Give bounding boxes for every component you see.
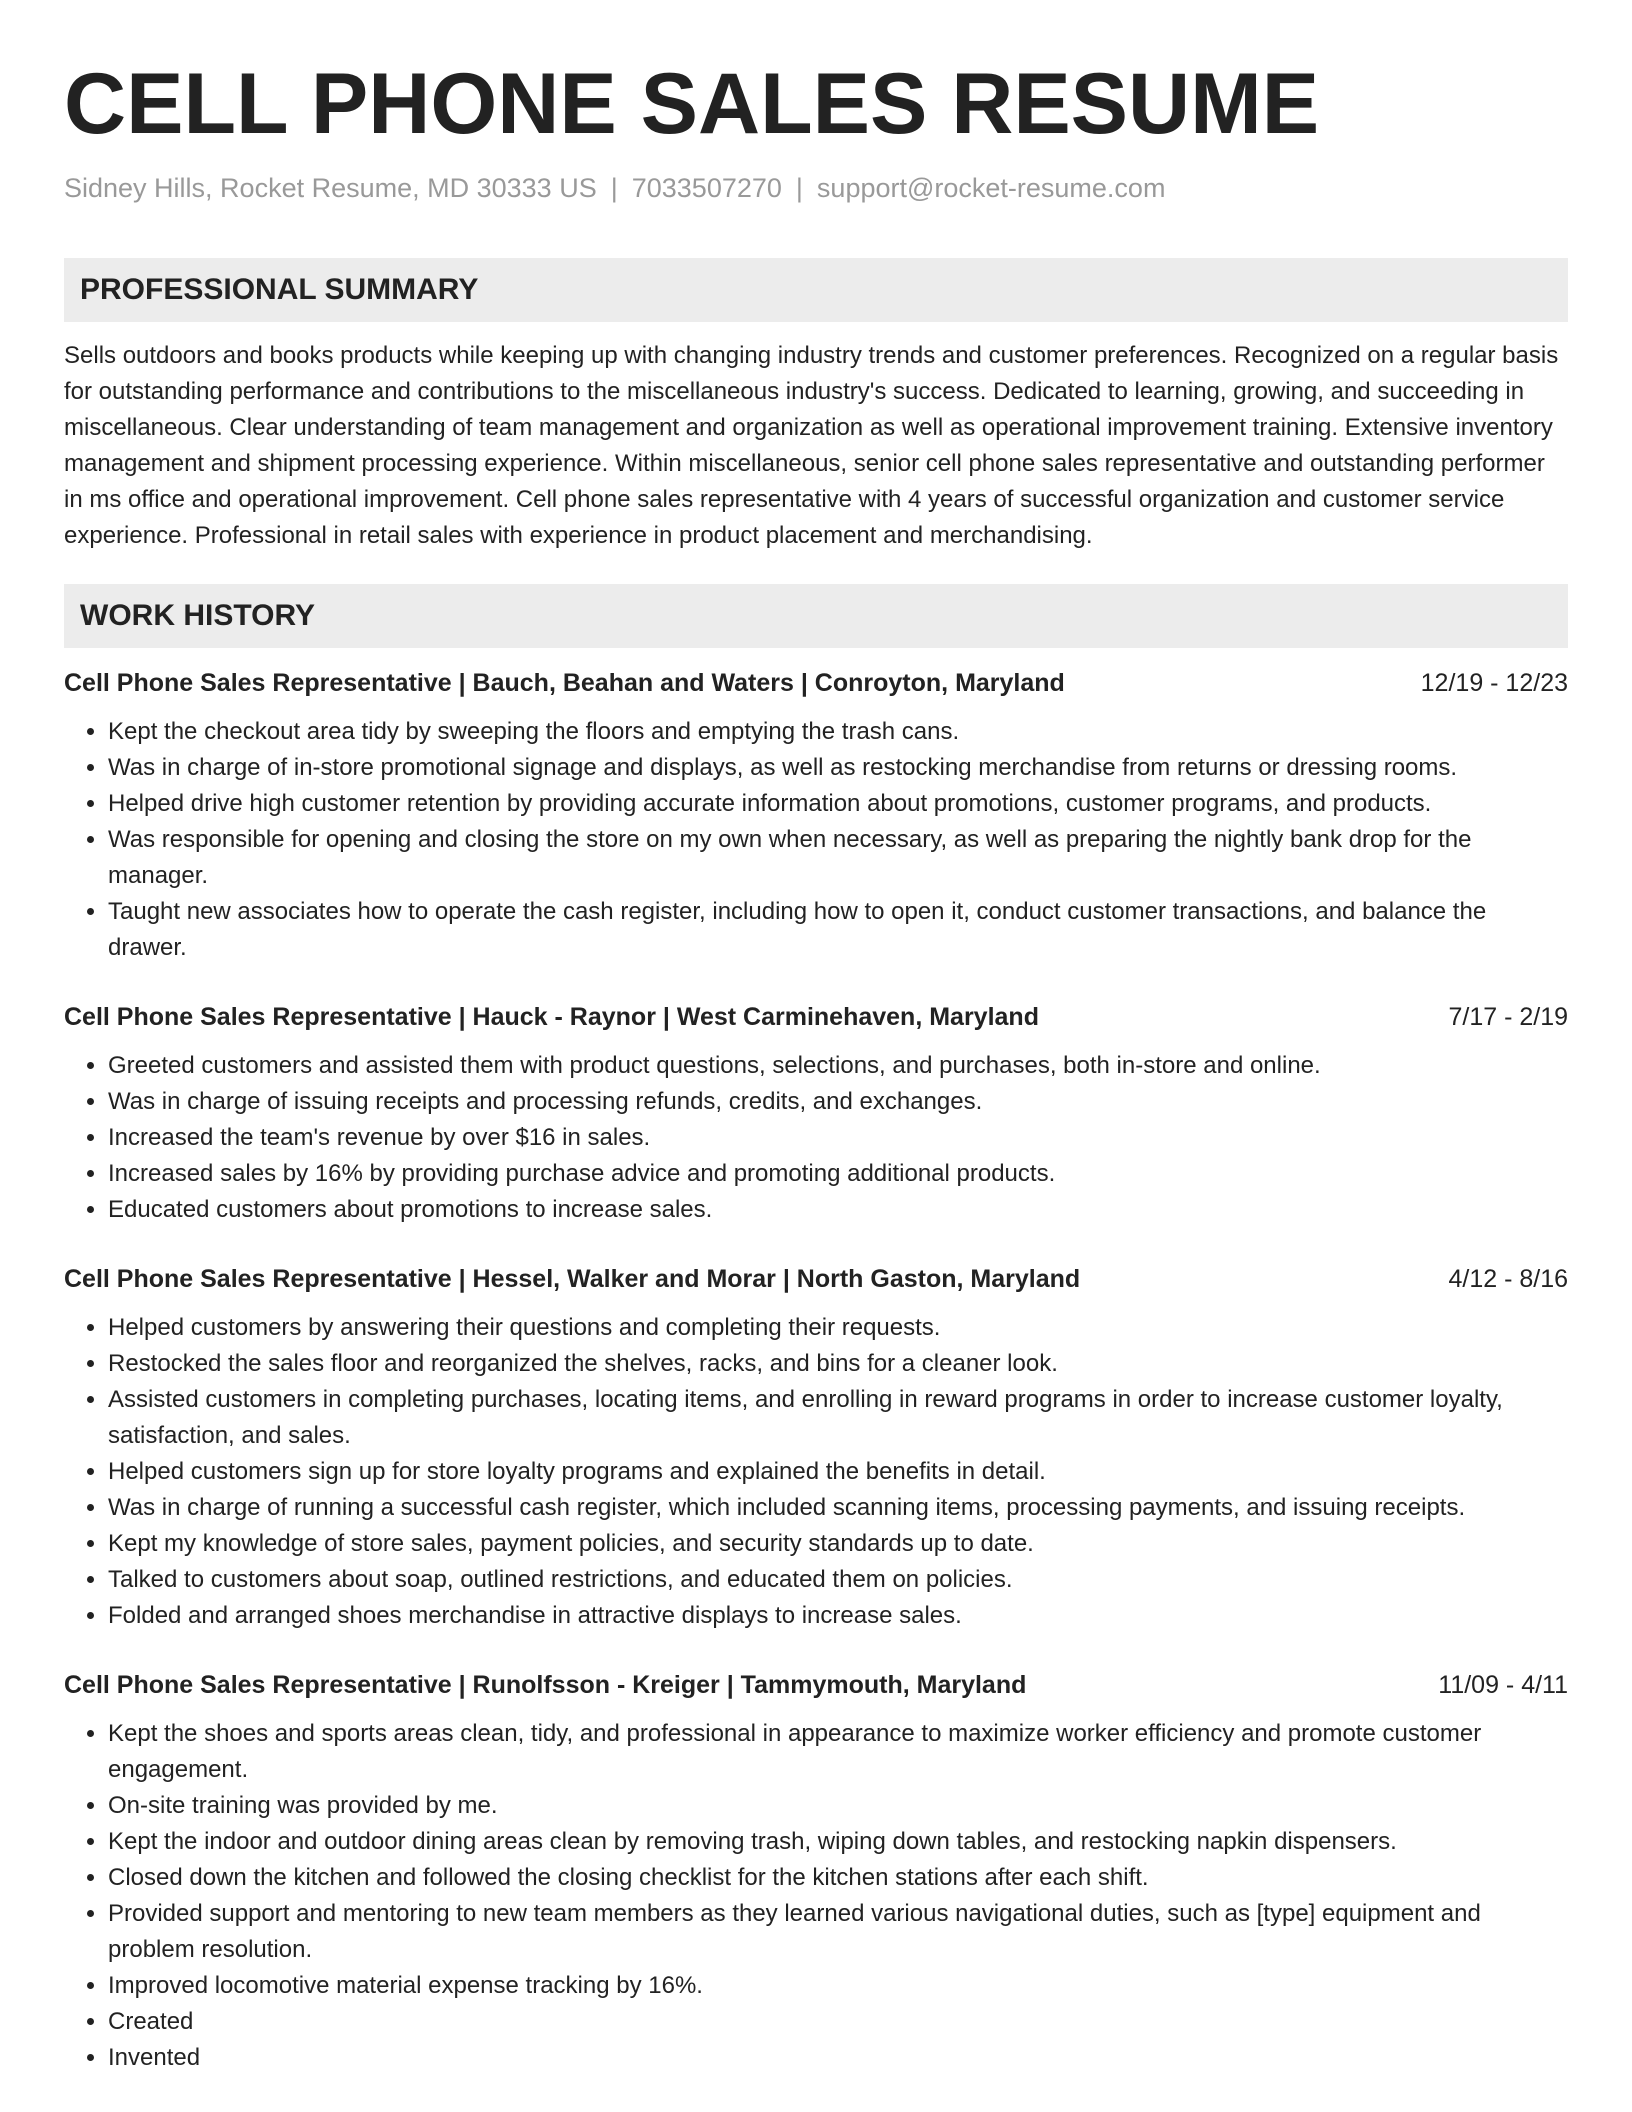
job-entry [64, 1262, 1568, 1634]
summary-heading: PROFESSIONAL SUMMARY [64, 258, 1568, 322]
job-dates: 4/12 - 8/16 [1448, 1265, 1568, 1293]
contact-line [64, 170, 1568, 206]
job-entry [64, 1000, 1568, 1228]
job-bullet: • Folded and arranged shoes merchandise in attractive displays to increase sales. [108, 1598, 1568, 1634]
job-bullet: • Assisted customers in completing purchases, locating items, and enrolling in reward programs in order to increase customer loyalty, satisfaction, and sales. [108, 1382, 1568, 1454]
job-bullet: • Helped drive high customer retention by providing accurate information about promotions, customer programs, and products. [108, 786, 1568, 822]
job-bullet: • Created [108, 2004, 1568, 2040]
summary-text: Sells outdoors and books products while keeping up with changing industry trends and customer preferences. Recognized on a regular basis for outstanding performance and contributions to the miscellaneous industry's success. Dedicated to learning, growing, and succeeding in miscellaneous. Clear understanding of team management and organization as well as operational improvement training. Extensive inventory management and shipment processing experience. Within miscellaneous, senior cell phone sales representative and outstanding performer in ms office and operational improvement. Cell phone sales representative with 4 years of successful organization and customer service experience. Professional in retail sales with experience in product placement and merchandising. [64, 342, 1559, 549]
job-bullet: • Kept the indoor and outdoor dining areas clean by removing trash, wiping down tables, and restocking napkin dispensers. [108, 1824, 1568, 1860]
job-bullet: • Was responsible for opening and closing the store on my own when necessary, as well as preparing the nightly bank drop for the manager. [108, 822, 1568, 894]
job-bullet: • Increased the team's revenue by over $16 in sales. [108, 1120, 1568, 1156]
job-bullet-list [64, 1716, 1568, 2076]
job-header [64, 1000, 1568, 1034]
work-history-heading: WORK HISTORY [64, 584, 1568, 648]
job-header [64, 1668, 1568, 1702]
job-bullet: • Was in charge of running a successful cash register, which included scanning items, processing payments, and issuing receipts. [108, 1490, 1568, 1526]
job-header [64, 1262, 1568, 1296]
job-dates: 11/09 - 4/11 [1438, 1671, 1568, 1699]
job-bullet: • Educated customers about promotions to increase sales. [108, 1192, 1568, 1228]
job-bullet: • On-site training was provided by me. [108, 1788, 1568, 1824]
job-bullet: • Kept my knowledge of store sales, payment policies, and security standards up to date. [108, 1526, 1568, 1562]
job-header [64, 666, 1568, 700]
job-title: Cell Phone Sales Representative | Hessel, Walker and Morar | North Gaston, Maryland [64, 1265, 1081, 1293]
job-bullet: • Invented [108, 2040, 1568, 2076]
job-bullet: • Talked to customers about soap, outlined restrictions, and educated them on policies. [108, 1562, 1568, 1598]
job-bullet: • Was in charge of issuing receipts and processing refunds, credits, and exchanges. [108, 1084, 1568, 1120]
job-bullet: • Was in charge of in-store promotional signage and displays, as well as restocking merchandise from returns or dressing rooms. [108, 750, 1568, 786]
work-history-list [64, 666, 1568, 2076]
job-bullet: • Improved locomotive material expense tracking by 16%. [108, 1968, 1568, 2004]
job-bullet-list [64, 714, 1568, 966]
contact-address: Sidney Hills, Rocket Resume, MD 30333 US [64, 173, 597, 203]
job-bullet: • Kept the shoes and sports areas clean, tidy, and professional in appearance to maximize worker efficiency and promote customer engagement. [108, 1716, 1568, 1788]
job-bullet: • Kept the checkout area tidy by sweeping the floors and emptying the trash cans. [108, 714, 1568, 750]
job-bullet: • Helped customers sign up for store loyalty programs and explained the benefits in detail. [108, 1454, 1568, 1490]
job-bullet: • Provided support and mentoring to new team members as they learned various navigational duties, such as [type] equipment and problem resolution. [108, 1896, 1568, 1968]
job-bullet-list [64, 1310, 1568, 1634]
job-dates: 12/19 - 12/23 [1420, 669, 1568, 697]
contact-separator: | [795, 173, 803, 203]
job-entry [64, 1668, 1568, 2076]
job-bullet: • Restocked the sales floor and reorganized the shelves, racks, and bins for a cleaner look. [108, 1346, 1568, 1382]
resume-title: CELL PHONE SALES RESUME [64, 56, 1320, 152]
job-bullet: • Helped customers by answering their questions and completing their requests. [108, 1310, 1568, 1346]
job-bullet: • Greeted customers and assisted them with product questions, selections, and purchases, both in-store and online. [108, 1048, 1568, 1084]
job-bullet: • Closed down the kitchen and followed the closing checklist for the kitchen stations after each shift. [108, 1860, 1568, 1896]
job-bullet: • Taught new associates how to operate the cash register, including how to open it, conduct customer transactions, and balance the drawer. [108, 894, 1568, 966]
job-title: Cell Phone Sales Representative | Bauch, Beahan and Waters | Conroyton, Maryland [64, 669, 1065, 697]
job-bullet-list [64, 1048, 1568, 1228]
job-entry [64, 666, 1568, 966]
job-bullet: • Increased sales by 16% by providing purchase advice and promoting additional products. [108, 1156, 1568, 1192]
contact-separator: | [610, 173, 618, 203]
job-title: Cell Phone Sales Representative | Hauck - Raynor | West Carminehaven, Maryland [64, 1003, 1039, 1031]
job-dates: 7/17 - 2/19 [1448, 1003, 1568, 1031]
job-title: Cell Phone Sales Representative | Runolfsson - Kreiger | Tammymouth, Maryland [64, 1671, 1027, 1699]
contact-email: support@rocket-resume.com [816, 173, 1166, 203]
contact-phone: 7033507270 [631, 173, 782, 203]
